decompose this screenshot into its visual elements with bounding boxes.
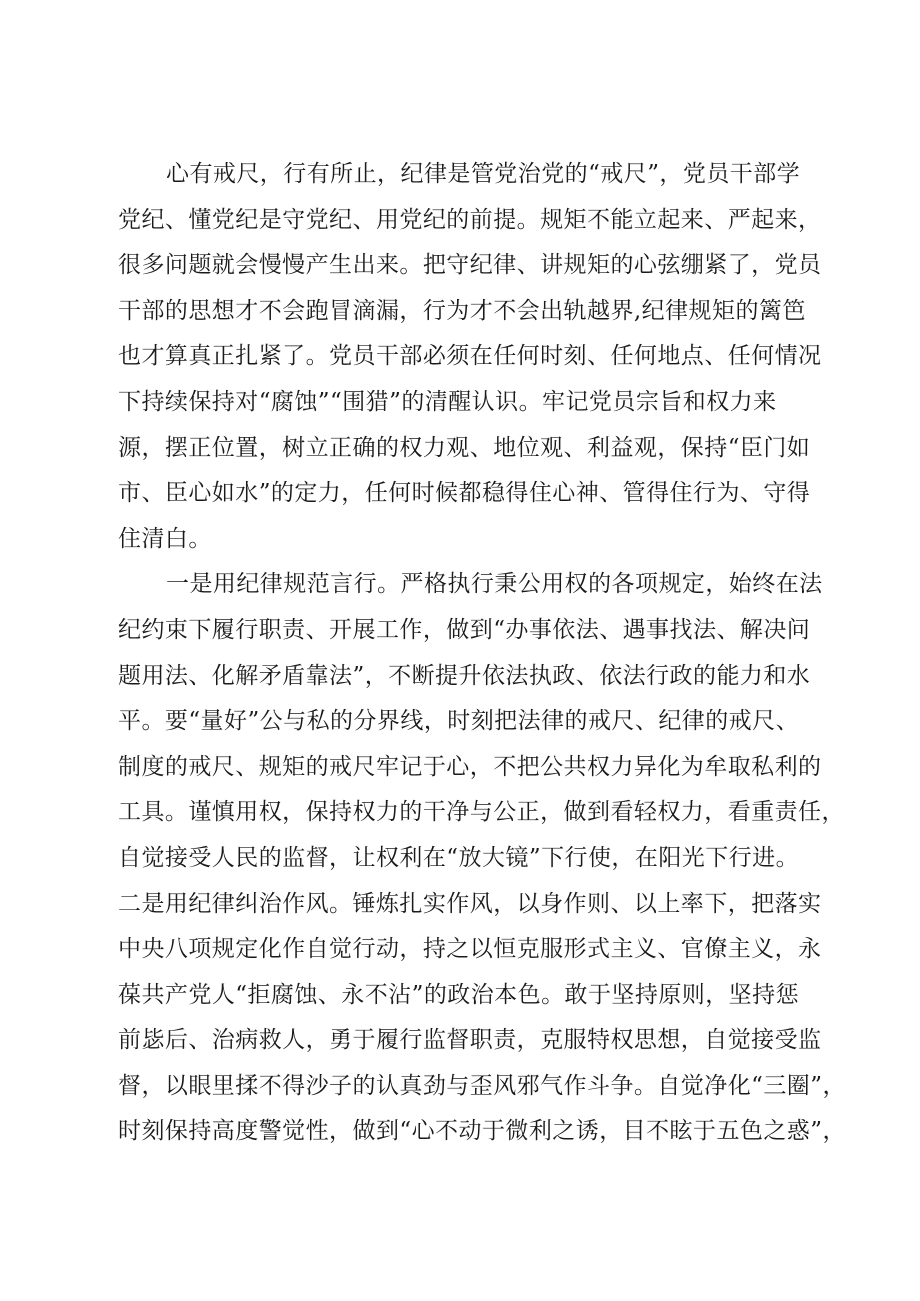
paragraph-1-line-7: 源，摆正位置，树立正确的权力观、地位观、利益观，保持“臣门如	[118, 434, 811, 461]
paragraph-2-line-4: 平。要“量好”公与私的分界线，时刻把法律的戒尺、纪律的戒尺、	[118, 708, 800, 735]
paragraph-1-line-5: 也才算真正扎紧了。党员干部必须在任何时刻、任何地点、任何情况	[118, 343, 822, 370]
paragraph-2-line-12: 督，以眼里揉不得沙子的认真劲与歪风邪气作斗争。自觉净化“三圈”，	[118, 1072, 846, 1099]
paragraph-2-line-3: 题用法、化解矛盾靠法”，不断提升依法执政、依法行政的能力和水	[118, 662, 811, 689]
paragraph-2-line-2: 纪约束下履行职责、开展工作，做到“办事依法、遇事找法、解决问	[118, 616, 811, 643]
paragraph-2-line-10: 葆共产党人“拒腐蚀、永不沾”的政治本色。敢于坚持原则，坚持惩	[118, 981, 800, 1008]
paragraph-1-line-8: 市、臣心如水”的定力，任何时候都稳得住心神、管得住行为、守得	[118, 480, 811, 507]
paragraph-1-line-6: 下持续保持对“腐蚀”“围猎”的清醒认识。牢记党员宗旨和权力来	[118, 388, 777, 415]
body-text	[118, 152, 846, 1155]
paragraph-2-line-7: 自觉接受人民的监督，让权利在“放大镜”下行使，在阳光下行进。	[118, 844, 800, 871]
paragraph-1-line-4: 干部的思想才不会跑冒滴漏，行为才不会出轨越界,纪律规矩的篱笆	[118, 297, 806, 324]
paragraph-2-line-8: 二是用纪律纠治作风。锤炼扎实作风，以身作则、以上率下，把落实	[118, 890, 822, 917]
paragraph-1-line-3: 很多问题就会慢慢产生出来。把守纪律、讲规矩的心弦绷紧了，党员	[118, 252, 822, 279]
paragraph-1-line-2: 党纪、懂党纪是守党纪、用党纪的前提。规矩不能立起来、严起来，	[118, 206, 822, 233]
paragraph-2-line-5: 制度的戒尺、规矩的戒尺牢记于心，不把公共权力异化为牟取私利的	[118, 753, 822, 780]
paragraph-2-line-1: 一是用纪律规范言行。严格执行秉公用权的各项规定，始终在法	[166, 571, 823, 598]
paragraph-1-line-1: 心有戒尺，行有所止，纪律是管党治党的“戒尺”，党员干部学	[166, 161, 801, 187]
paragraph-1-line-9: 住清白。	[118, 525, 212, 552]
paragraph-2-line-9: 中央八项规定化作自觉行动，持之以恒克服形式主义、官僚主义，永	[118, 936, 822, 963]
paragraph-2-line-11: 前毖后、治病救人，勇于履行监督职责，克服特权思想，自觉接受监	[118, 1027, 822, 1054]
paragraph-2-line-6: 工具。谨慎用权，保持权力的干净与公正，做到看轻权力，看重责任，	[118, 799, 845, 826]
paragraph-2-line-13: 时刻保持高度警觉性，做到“心不动于微利之诱，目不眩于五色之惑”，	[118, 1118, 846, 1145]
